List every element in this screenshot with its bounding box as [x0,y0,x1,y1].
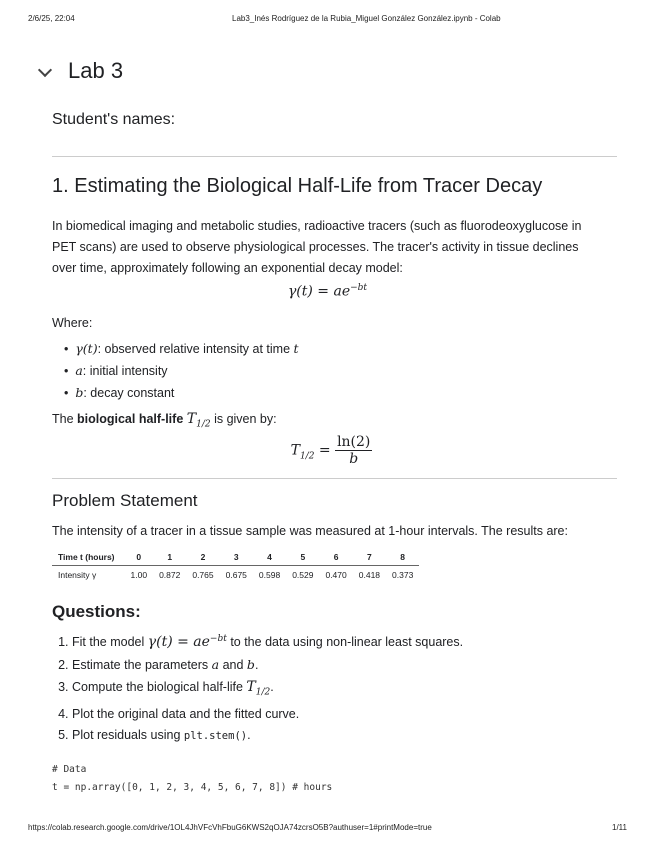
text: Estimate the parameters [72,657,212,672]
math: γ(t) = ae [147,634,210,651]
code-line: # Data [52,764,87,775]
table-cell: 0.765 [192,570,214,580]
table-header-cell: 4 [253,549,286,566]
where-label: Where: [52,316,93,330]
section-title: Lab 3 [68,58,124,83]
table-cell: 0.872 [159,570,181,580]
math: a [211,656,220,672]
table-cell: 0.373 [392,570,414,580]
print-datetime: 2/6/25, 22:04 [28,14,75,23]
print-title: Lab3_Inés Rodríguez de la Rubia_Miguel González González.ipynb - Colab [232,14,501,23]
problem-heading: Problem Statement [52,491,198,510]
text: . [254,657,259,672]
bold-term: biological half-life [77,412,184,426]
def-symbol: γ(t) [75,341,98,356]
subscript: 1/2 [196,419,211,430]
code-line: t = np.array([0, 1, 2, 3, 4, 5, 6, 7, 8]) # hours [52,782,333,793]
text: Compute the biological half-life [72,679,247,694]
text: . [247,728,251,743]
intro-line: PET scans) are used to observe physiological processes. The tracer's activity in tissue declines [52,240,579,254]
text: . [270,679,274,694]
text: and [219,657,247,672]
formula-sub: 1/2 [299,451,315,462]
divider [52,156,617,157]
text: Fit the model [72,635,148,650]
table-header-cell: 6 [319,549,352,566]
formula-lhs: T [290,442,300,459]
table-cell: Intensity γ [58,570,97,580]
table-cell: 0.598 [258,570,281,580]
text: Plot residuals using [72,728,184,743]
text: The [52,412,78,426]
def-symbol: b [75,385,84,400]
table-cell: 0.675 [225,570,247,580]
math: b [246,656,255,672]
print-url: https://colab.research.google.com/drive/1OL4JhVFcVhFbuG6KWS2qOJA74zcrsO5B?authuser=1#printMode=true [28,823,432,832]
def-text: : decay constant [83,386,175,400]
data-table-wrap [52,549,419,584]
table-cell: 0.470 [325,570,347,580]
formula-lhs: γ(t) = ae [287,283,351,300]
question-item [72,677,463,704]
symbol: T [186,411,197,427]
table-header-cell: 8 [386,549,419,566]
section-header[interactable] [36,58,123,84]
model-formula [0,283,655,300]
def-text: : initial intensity [82,364,168,378]
def-text: : observed relative intensity at time [97,342,294,356]
page-number: 1/11 [612,823,627,832]
subscript: 1/2 [255,687,271,698]
table-row [52,566,419,585]
questions-list [52,629,463,748]
def-tail: t [293,341,299,356]
inline-code: plt.stem() [183,730,248,743]
question-item [72,725,463,748]
table-cell: 0.529 [292,570,314,580]
table-header-cell: 7 [353,549,386,566]
intro-line: In biomedical imaging and metabolic studies, radioactive tracers (such as fluorodeoxyglucose in [52,219,582,233]
data-table [52,549,419,584]
table-header-cell: 5 [286,549,319,566]
table-cell: 1.00 [130,570,148,580]
exponent: −bt [209,634,227,644]
math: T [246,678,256,695]
question-item [72,704,463,726]
numerator: ln(2) [337,434,371,450]
definition-item: • γ(t): observed relative intensity at time t [64,341,299,356]
table-header-row [52,549,419,566]
halflife-sentence [52,409,277,436]
table-header-cell: 3 [220,549,253,566]
intro-line: over time, approximately following an exponential decay model: [52,261,403,275]
formula-exponent: −bt [350,283,368,293]
students-label: Student's names: [52,111,176,128]
table-cell: 0.418 [358,570,381,580]
table-header-cell: Time t (hours) [52,549,125,566]
chevron-down-icon[interactable] [38,63,52,77]
code-cell[interactable] [52,761,332,797]
halflife-formula [0,434,655,467]
text: to the data using non-linear least squares. [226,635,464,650]
definitions-list [64,338,299,404]
question-item [72,629,463,654]
questions-heading: Questions: [52,602,141,621]
definition-item: • b: decay constant [64,385,175,400]
question-item [72,654,463,677]
table-header-cell: 0 [125,549,154,566]
table-header-cell: 1 [153,549,186,566]
heading-1: 1. Estimating the Biological Half-Life from Tracer Decay [52,175,543,197]
definition-item: • a: initial intensity [64,363,168,378]
intro-paragraph [52,216,581,279]
denominator: b [349,451,359,467]
text: Plot the original data and the fitted curve. [72,706,300,721]
divider [52,478,617,479]
equals: = [314,442,336,459]
problem-text: The intensity of a tracer in a tissue sample was measured at 1-hour intervals. The results are: [52,524,568,538]
text: is given by: [210,412,277,426]
table-header-cell: 2 [186,549,219,566]
fraction [335,434,372,467]
questions-list-wrap [52,629,463,748]
def-symbol: a [75,363,83,378]
